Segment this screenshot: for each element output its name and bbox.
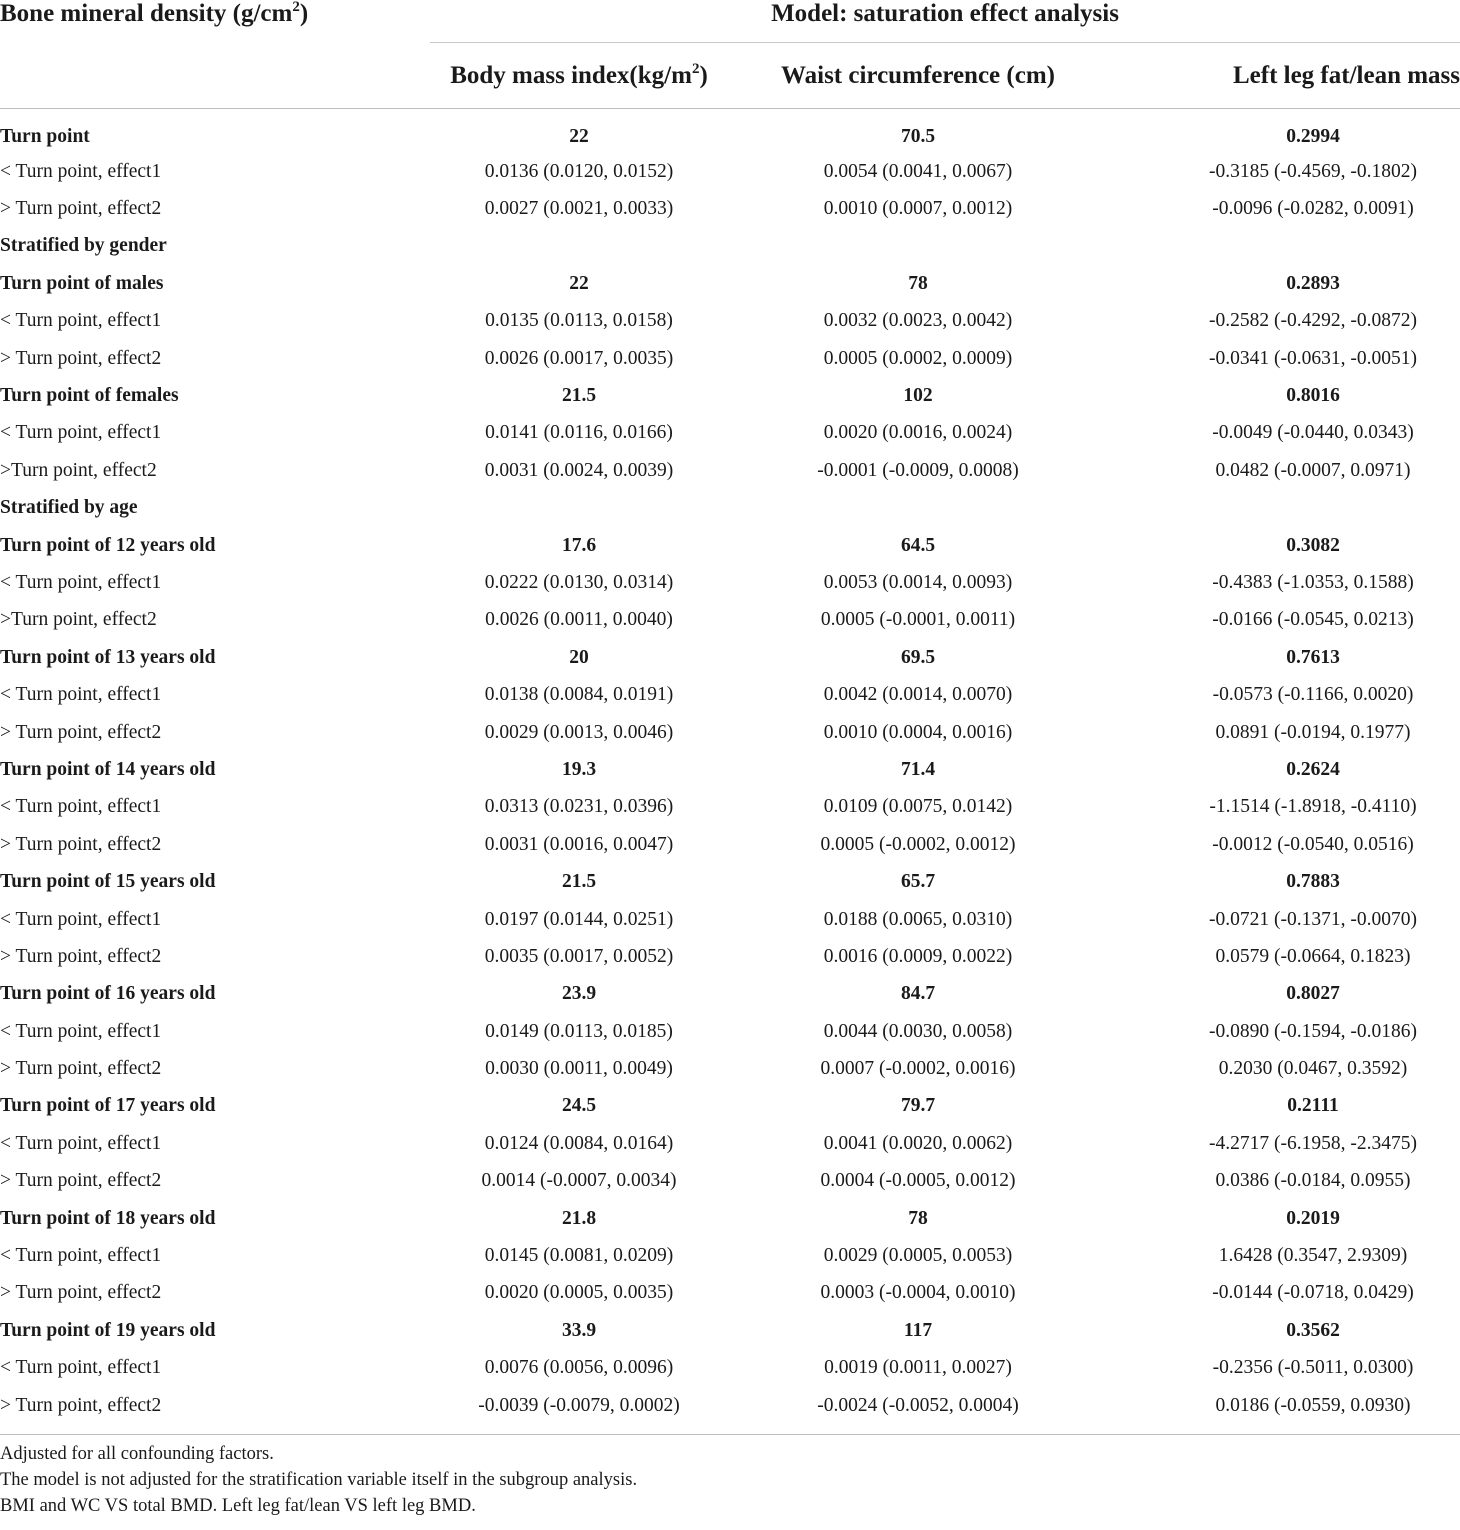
row-label-header-spacer: [0, 43, 430, 109]
cell-waist: 0.0041 (0.0020, 0.0062): [823, 1132, 1013, 1154]
cell-bmi: 0.0026 (0.0017, 0.0035): [484, 347, 674, 369]
table-row: [0, 415, 1460, 452]
row-label: > Turn point, effect2: [0, 1170, 162, 1192]
cell-leg-fat-lean: 0.2624: [1286, 758, 1340, 780]
table-row: [0, 1387, 1460, 1434]
row-label: >Turn point, effect2: [0, 609, 157, 631]
cell-waist: 117: [903, 1319, 933, 1341]
table-row: [0, 976, 1460, 1013]
cell-bmi: 24.5: [561, 1095, 597, 1117]
model-header: Model: saturation effect analysis: [430, 0, 1460, 43]
cell-bmi: 17.6: [561, 534, 597, 556]
cell-waist: 0.0029 (0.0005, 0.0053): [823, 1245, 1013, 1267]
row-label: Turn point of 13 years old: [0, 646, 216, 668]
cell-waist: 0.0003 (-0.0004, 0.0010): [820, 1282, 1016, 1304]
cell-waist: 0.0053 (0.0014, 0.0093): [823, 571, 1013, 593]
table-row: [0, 452, 1460, 489]
cell-bmi: 0.0035 (0.0017, 0.0052): [484, 945, 674, 967]
cell-leg-fat-lean: -0.2582 (-0.4292, -0.0872): [1209, 310, 1417, 332]
table-row: [0, 190, 1460, 227]
cell-waist: 0.0005 (-0.0001, 0.0011): [820, 609, 1016, 631]
cell-leg-fat-lean: 0.2111: [1287, 1095, 1339, 1117]
cell-waist: 0.0005 (0.0002, 0.0009): [823, 347, 1013, 369]
cell-bmi: 0.0029 (0.0013, 0.0046): [484, 721, 674, 743]
cell-waist: 65.7: [900, 871, 936, 893]
cell-waist: 0.0007 (-0.0002, 0.0016): [820, 1058, 1016, 1080]
row-label: Turn point of females: [0, 385, 179, 407]
cell-bmi: 0.0222 (0.0130, 0.0314): [484, 571, 674, 593]
cell-leg-fat-lean: 0.0482 (-0.0007, 0.0971): [1215, 459, 1411, 481]
row-label: > Turn point, effect2: [0, 347, 162, 369]
column-header-leg-fat-lean: Left leg fat/lean mass: [1108, 43, 1460, 109]
cell-leg-fat-lean: -4.2717 (-6.1958, -2.3475): [1209, 1132, 1417, 1154]
cell-bmi: 0.0076 (0.0056, 0.0096): [484, 1357, 674, 1379]
table-row: [0, 676, 1460, 713]
cell-bmi: 0.0030 (0.0011, 0.0049): [485, 1058, 673, 1080]
cell-bmi: 0.0027 (0.0021, 0.0033): [484, 198, 674, 220]
cell-bmi: 22: [569, 272, 589, 294]
table-row: [0, 564, 1460, 601]
cell-bmi: [430, 490, 728, 527]
row-label: Turn point of 14 years old: [0, 758, 216, 780]
row-label-header: [0, 0, 430, 43]
table-row: [0, 1088, 1460, 1125]
row-label: > Turn point, effect2: [0, 198, 162, 220]
cell-waist: 70.5: [900, 126, 936, 147]
cell-leg-fat-lean: -0.0096 (-0.0282, 0.0091): [1212, 198, 1414, 220]
cell-waist: 0.0010 (0.0004, 0.0016): [823, 721, 1013, 743]
cell-leg-fat-lean: -0.0166 (-0.0545, 0.0213): [1212, 609, 1414, 631]
cell-leg-fat-lean: 0.7613: [1286, 646, 1340, 668]
row-label: Turn point of 19 years old: [0, 1319, 216, 1341]
row-label-header-sup: 2: [292, 0, 300, 15]
table-row: [0, 1237, 1460, 1274]
row-label: Turn point of 18 years old: [0, 1207, 216, 1229]
table-row: [0, 714, 1460, 751]
cell-waist: 0.0010 (0.0007, 0.0012): [823, 198, 1013, 220]
cell-leg-fat-lean: 0.8027: [1286, 983, 1340, 1005]
cell-waist: 79.7: [900, 1095, 936, 1117]
column-header-bmi-close: ): [699, 61, 708, 89]
cell-bmi: 0.0014 (-0.0007, 0.0034): [481, 1170, 677, 1192]
footnote: The model is not adjusted for the stratification variable itself in the subgroup analysis.: [0, 1470, 638, 1491]
cell-leg-fat-lean: -0.0573 (-0.1166, 0.0020): [1212, 684, 1414, 706]
cell-waist: 0.0109 (0.0075, 0.0142): [823, 796, 1013, 818]
cell-bmi: 21.5: [561, 385, 597, 407]
cell-bmi: 22: [569, 126, 589, 147]
table-row: [0, 153, 1460, 190]
table-row: [0, 1050, 1460, 1087]
table-row: [0, 228, 1460, 265]
cell-bmi: 0.0026 (0.0011, 0.0040): [485, 609, 673, 631]
row-label: Turn point of males: [0, 272, 164, 294]
table-row: [0, 340, 1460, 377]
row-label: < Turn point, effect1: [0, 796, 162, 818]
table-row: [0, 265, 1460, 302]
cell-leg-fat-lean: -0.0721 (-0.1371, -0.0070): [1209, 908, 1417, 930]
row-label: Turn point of 12 years old: [0, 534, 216, 556]
row-label: Turn point: [0, 126, 90, 147]
cell-waist: 0.0188 (0.0065, 0.0310): [823, 908, 1013, 930]
cell-leg-fat-lean: 1.6428 (0.3547, 2.9309): [1218, 1245, 1408, 1267]
row-label: < Turn point, effect1: [0, 908, 162, 930]
cell-bmi: 19.3: [561, 758, 597, 780]
cell-leg-fat-lean: -0.0341 (-0.0631, -0.0051): [1209, 347, 1417, 369]
row-label: < Turn point, effect1: [0, 160, 162, 182]
cell-bmi: 0.0313 (0.0231, 0.0396): [484, 796, 674, 818]
cell-waist: -0.0001 (-0.0009, 0.0008): [817, 459, 1019, 481]
table-row: [0, 1163, 1460, 1200]
row-label: < Turn point, effect1: [0, 1357, 162, 1379]
row-label: < Turn point, effect1: [0, 310, 162, 332]
cell-leg-fat-lean: 0.3082: [1286, 534, 1340, 556]
cell-waist: 0.0004 (-0.0005, 0.0012): [820, 1170, 1016, 1192]
column-header-bmi-sup: 2: [691, 60, 700, 77]
cell-bmi: 0.0136 (0.0120, 0.0152): [484, 160, 674, 182]
row-label: Stratified by age: [0, 497, 138, 519]
row-label: > Turn point, effect2: [0, 833, 162, 855]
cell-waist: -0.0024 (-0.0052, 0.0004): [817, 1394, 1019, 1416]
cell-waist: 0.0019 (0.0011, 0.0027): [824, 1357, 1012, 1379]
row-label: < Turn point, effect1: [0, 1020, 162, 1042]
cell-bmi: 0.0145 (0.0081, 0.0209): [484, 1245, 674, 1267]
table-row: [0, 377, 1460, 414]
cell-waist: 64.5: [900, 534, 936, 556]
cell-leg-fat-lean: -0.0890 (-0.1594, -0.0186): [1209, 1020, 1417, 1042]
row-label-header-text: Bone mineral density (g/cm: [0, 0, 293, 27]
cell-leg-fat-lean: -0.0012 (-0.0540, 0.0516): [1212, 833, 1414, 855]
row-label: < Turn point, effect1: [0, 1245, 162, 1267]
footnotes: [0, 1435, 1460, 1519]
row-label: > Turn point, effect2: [0, 1282, 162, 1304]
cell-leg-fat-lean: -0.0144 (-0.0718, 0.0429): [1212, 1282, 1414, 1304]
cell-bmi: 20: [569, 646, 589, 668]
row-label: Turn point of 16 years old: [0, 983, 216, 1005]
cell-leg-fat-lean: 0.8016: [1286, 385, 1340, 407]
cell-leg-fat-lean: 0.2019: [1286, 1207, 1340, 1229]
cell-waist: 78: [908, 1207, 928, 1229]
cell-leg-fat-lean: -0.2356 (-0.5011, 0.0300): [1212, 1357, 1414, 1379]
footnote: BMI and WC VS total BMD. Left leg fat/lean VS left leg BMD.: [0, 1496, 476, 1517]
row-label: >Turn point, effect2: [0, 459, 157, 481]
table-row: [0, 826, 1460, 863]
column-header-bmi: [430, 43, 728, 109]
cell-leg-fat-lean: [1108, 228, 1460, 265]
cell-leg-fat-lean: 0.7883: [1286, 871, 1340, 893]
cell-bmi: -0.0039 (-0.0079, 0.0002): [478, 1394, 680, 1416]
cell-bmi: 0.0149 (0.0113, 0.0185): [485, 1020, 673, 1042]
cell-leg-fat-lean: [1108, 490, 1460, 527]
column-header-waist: Waist circumference (cm): [728, 43, 1108, 109]
cell-leg-fat-lean: 0.2893: [1286, 272, 1340, 294]
table-row: [0, 938, 1460, 975]
cell-leg-fat-lean: 0.0579 (-0.0664, 0.1823): [1215, 945, 1411, 967]
cell-waist: 102: [903, 385, 933, 407]
row-label: > Turn point, effect2: [0, 1058, 162, 1080]
cell-waist: 0.0042 (0.0014, 0.0070): [823, 684, 1013, 706]
row-label-header-close: ): [299, 0, 309, 27]
cell-leg-fat-lean: -0.3185 (-0.4569, -0.1802): [1209, 160, 1417, 182]
cell-bmi: [430, 228, 728, 265]
cell-waist: 71.4: [900, 758, 936, 780]
table-header: [0, 0, 1460, 109]
table-row: [0, 109, 1460, 154]
cell-bmi: 23.9: [561, 983, 597, 1005]
cell-leg-fat-lean: 0.0386 (-0.0184, 0.0955): [1215, 1170, 1411, 1192]
table-row: [0, 1275, 1460, 1312]
footnote: Adjusted for all confounding factors.: [0, 1444, 274, 1465]
table-row: [0, 1125, 1460, 1162]
table-row: [0, 527, 1460, 564]
table-row: [0, 1200, 1460, 1237]
row-label: Turn point of 15 years old: [0, 871, 216, 893]
cell-leg-fat-lean: -0.4383 (-1.0353, 0.1588): [1212, 571, 1414, 593]
cell-leg-fat-lean: 0.3562: [1286, 1319, 1340, 1341]
cell-bmi: 0.0135 (0.0113, 0.0158): [485, 310, 673, 332]
cell-waist: 0.0020 (0.0016, 0.0024): [823, 422, 1013, 444]
cell-waist: 78: [908, 272, 928, 294]
row-label: > Turn point, effect2: [0, 945, 162, 967]
cell-bmi: 0.0031 (0.0024, 0.0039): [484, 459, 674, 481]
cell-bmi: 0.0124 (0.0084, 0.0164): [484, 1132, 674, 1154]
table-body: [0, 109, 1460, 1435]
cell-waist: 0.0054 (0.0041, 0.0067): [823, 160, 1013, 182]
cell-bmi: 0.0141 (0.0116, 0.0166): [485, 422, 673, 444]
row-label: < Turn point, effect1: [0, 1132, 162, 1154]
cell-bmi: 0.0031 (0.0016, 0.0047): [484, 833, 674, 855]
cell-leg-fat-lean: 0.2030 (0.0467, 0.3592): [1218, 1058, 1408, 1080]
cell-bmi: 0.0138 (0.0084, 0.0191): [484, 684, 674, 706]
table-row: [0, 602, 1460, 639]
cell-waist: 0.0016 (0.0009, 0.0022): [823, 945, 1013, 967]
column-header-bmi-text: Body mass index(kg/m: [450, 61, 692, 89]
table-row: [0, 901, 1460, 938]
table-row: [0, 639, 1460, 676]
table-row: [0, 303, 1460, 340]
cell-leg-fat-lean: 0.2994: [1286, 126, 1340, 147]
table-row: [0, 751, 1460, 788]
cell-waist: 84.7: [900, 983, 936, 1005]
table-row: [0, 789, 1460, 826]
cell-waist: 0.0032 (0.0023, 0.0042): [823, 310, 1013, 332]
cell-waist: 0.0044 (0.0030, 0.0058): [823, 1020, 1013, 1042]
cell-leg-fat-lean: 0.0891 (-0.0194, 0.1977): [1215, 721, 1411, 743]
cell-bmi: 0.0020 (0.0005, 0.0035): [484, 1282, 674, 1304]
row-label: < Turn point, effect1: [0, 684, 162, 706]
row-label: > Turn point, effect2: [0, 721, 162, 743]
table-row: [0, 863, 1460, 900]
cell-leg-fat-lean: -0.0049 (-0.0440, 0.0343): [1212, 422, 1414, 444]
row-label: < Turn point, effect1: [0, 571, 162, 593]
table-row: [0, 490, 1460, 527]
cell-waist: 69.5: [900, 646, 936, 668]
cell-waist: 0.0005 (-0.0002, 0.0012): [820, 833, 1016, 855]
row-label: Turn point of 17 years old: [0, 1095, 216, 1117]
cell-bmi: 0.0197 (0.0144, 0.0251): [484, 908, 674, 930]
row-label: < Turn point, effect1: [0, 422, 162, 444]
cell-bmi: 21.5: [561, 871, 597, 893]
cell-waist: [728, 490, 1108, 527]
cell-bmi: 21.8: [561, 1207, 597, 1229]
row-label: > Turn point, effect2: [0, 1394, 162, 1416]
table-row: [0, 1312, 1460, 1349]
cell-leg-fat-lean: 0.0186 (-0.0559, 0.0930): [1215, 1394, 1411, 1416]
cell-waist: [728, 228, 1108, 265]
cell-bmi: 33.9: [561, 1319, 597, 1341]
table-row: [0, 1013, 1460, 1050]
table-row: [0, 1350, 1460, 1387]
cell-leg-fat-lean: -1.1514 (-1.8918, -0.4110): [1209, 796, 1417, 818]
row-label: Stratified by gender: [0, 235, 167, 257]
